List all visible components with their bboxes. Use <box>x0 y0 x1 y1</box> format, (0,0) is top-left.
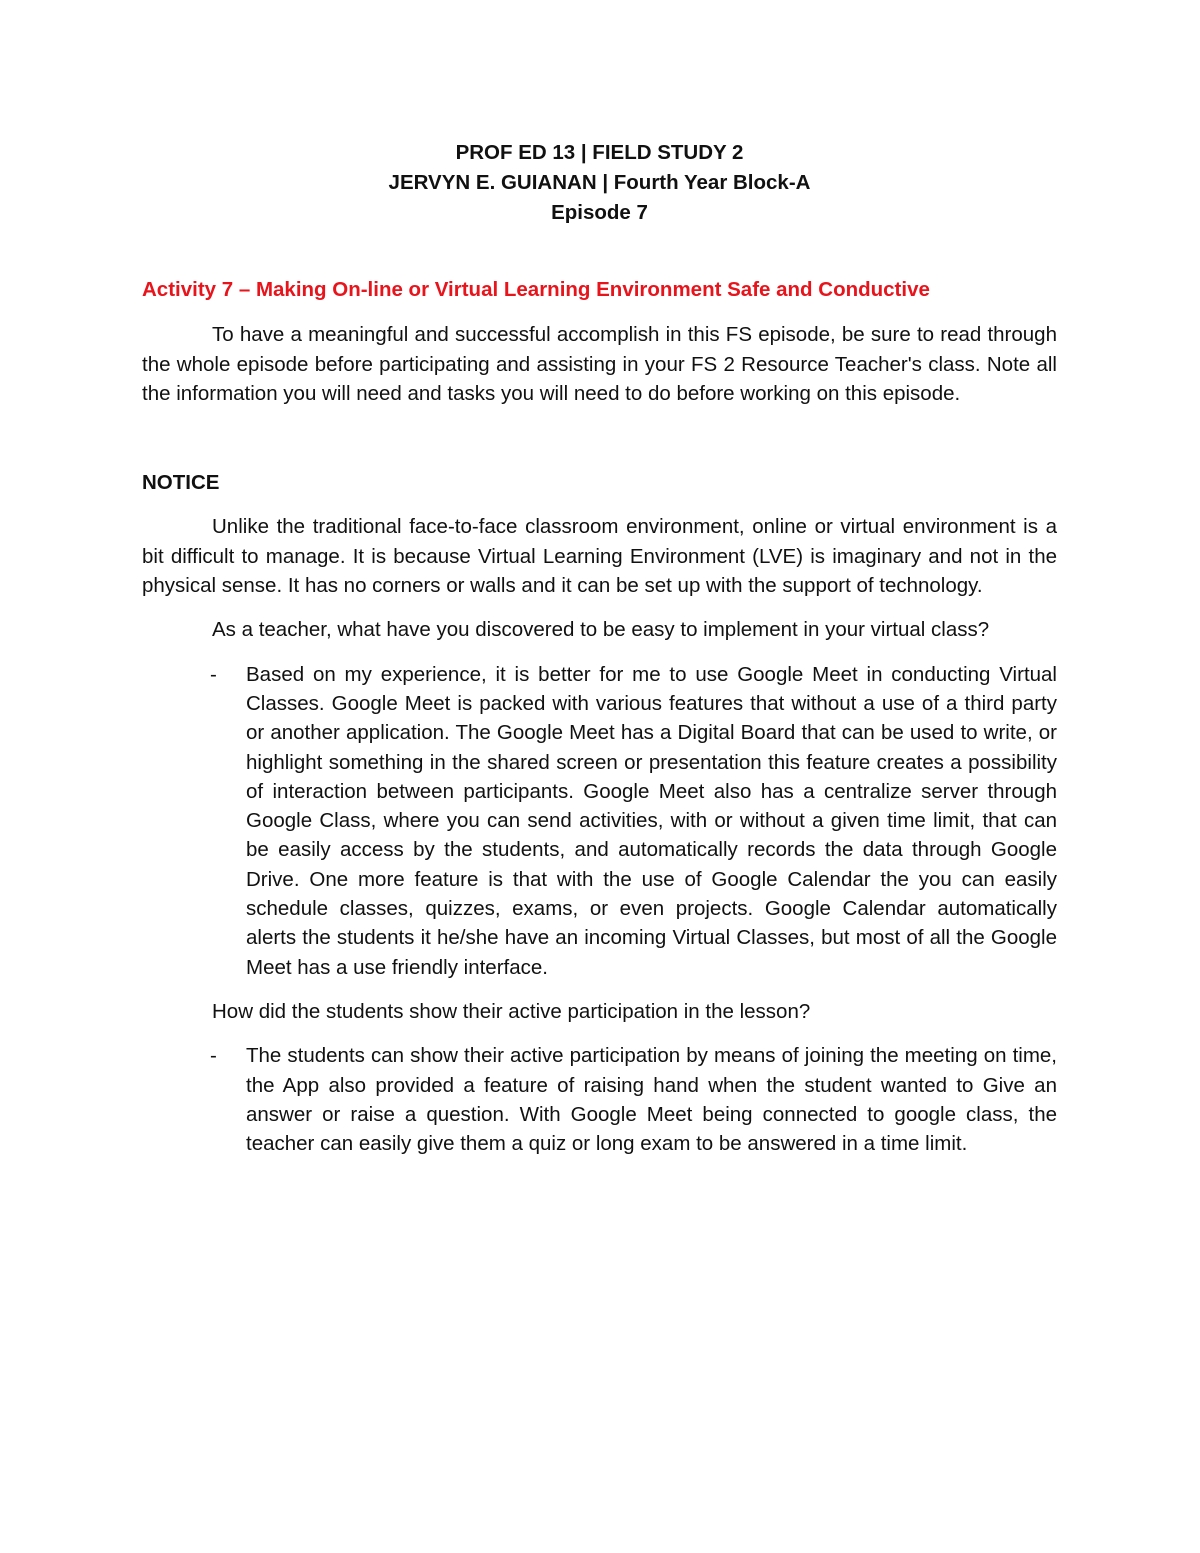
bullet-dash: - <box>210 662 217 686</box>
notice-heading: NOTICE <box>142 471 220 495</box>
notice-paragraph: Unlike the traditional face-to-face classroom environment, online or virtual environment is a bit difficult to manage. It is because Virtual Learning Environment (LVE) is imaginary and not in the physical sense. It has no corners or walls and it can be set up with the support of technology. <box>142 515 1057 598</box>
document-body <box>142 138 1057 1158</box>
activity-title: Activity 7 – Making On-line or Virtual Learning Environment Safe and Conductive <box>142 278 930 301</box>
question-1: As a teacher, what have you discovered to be easy to implement in your virtual class? <box>212 618 990 642</box>
answer-2-text: The students can show their active participation by means of joining the meeting on time, the App also provided a feature of raising hand when the student wanted to Give an answer or raise a question. With Google Meet being connected to google class, the teacher can easily give them a quiz or long exam to be answered in a time limit. <box>246 1044 1057 1156</box>
episode-label: Episode 7 <box>551 201 648 224</box>
intro-paragraph: To have a meaningful and successful accomplish in this FS episode, be sure to read through the whole episode before participating and assisting in your FS 2 Resource Teacher's class. Note all the information you will need and tasks you will need to do before working on this episode. <box>142 323 1057 405</box>
answer-1-text: Based on my experience, it is better for me to use Google Meet in conducting Virtual Classes. Google Meet is packed with various features that without a use of a third party or another application. The Google Meet has a Digital Board that can be used to write, or highlight something in the shared screen or presentation this feature creates a possibility of interaction between participants. Google Meet also has a centralize server through Google Class, where you can send activities, with or without a given time limit, that can be easily access by the students, and automatically records the data through Google Drive. One more feature is that with the use of Google Calendar the you can easily schedule classes, quizzes, exams, or even projects. Google Calendar automatically alerts the students it he/she have an incoming Virtual Classes, but most of all the Google Meet has a use friendly interface. <box>246 662 1057 979</box>
answer-2 <box>142 1041 1057 1158</box>
document-header <box>142 138 1057 228</box>
student-name-line: JERVYN E. GUIANAN | Fourth Year Block-A <box>388 171 811 194</box>
answer-1 <box>142 660 1057 982</box>
course-title: PROF ED 13 | FIELD STUDY 2 <box>455 141 744 164</box>
question-2: How did the students show their active participation in the lesson? <box>212 999 811 1023</box>
bullet-dash: - <box>210 1044 217 1068</box>
